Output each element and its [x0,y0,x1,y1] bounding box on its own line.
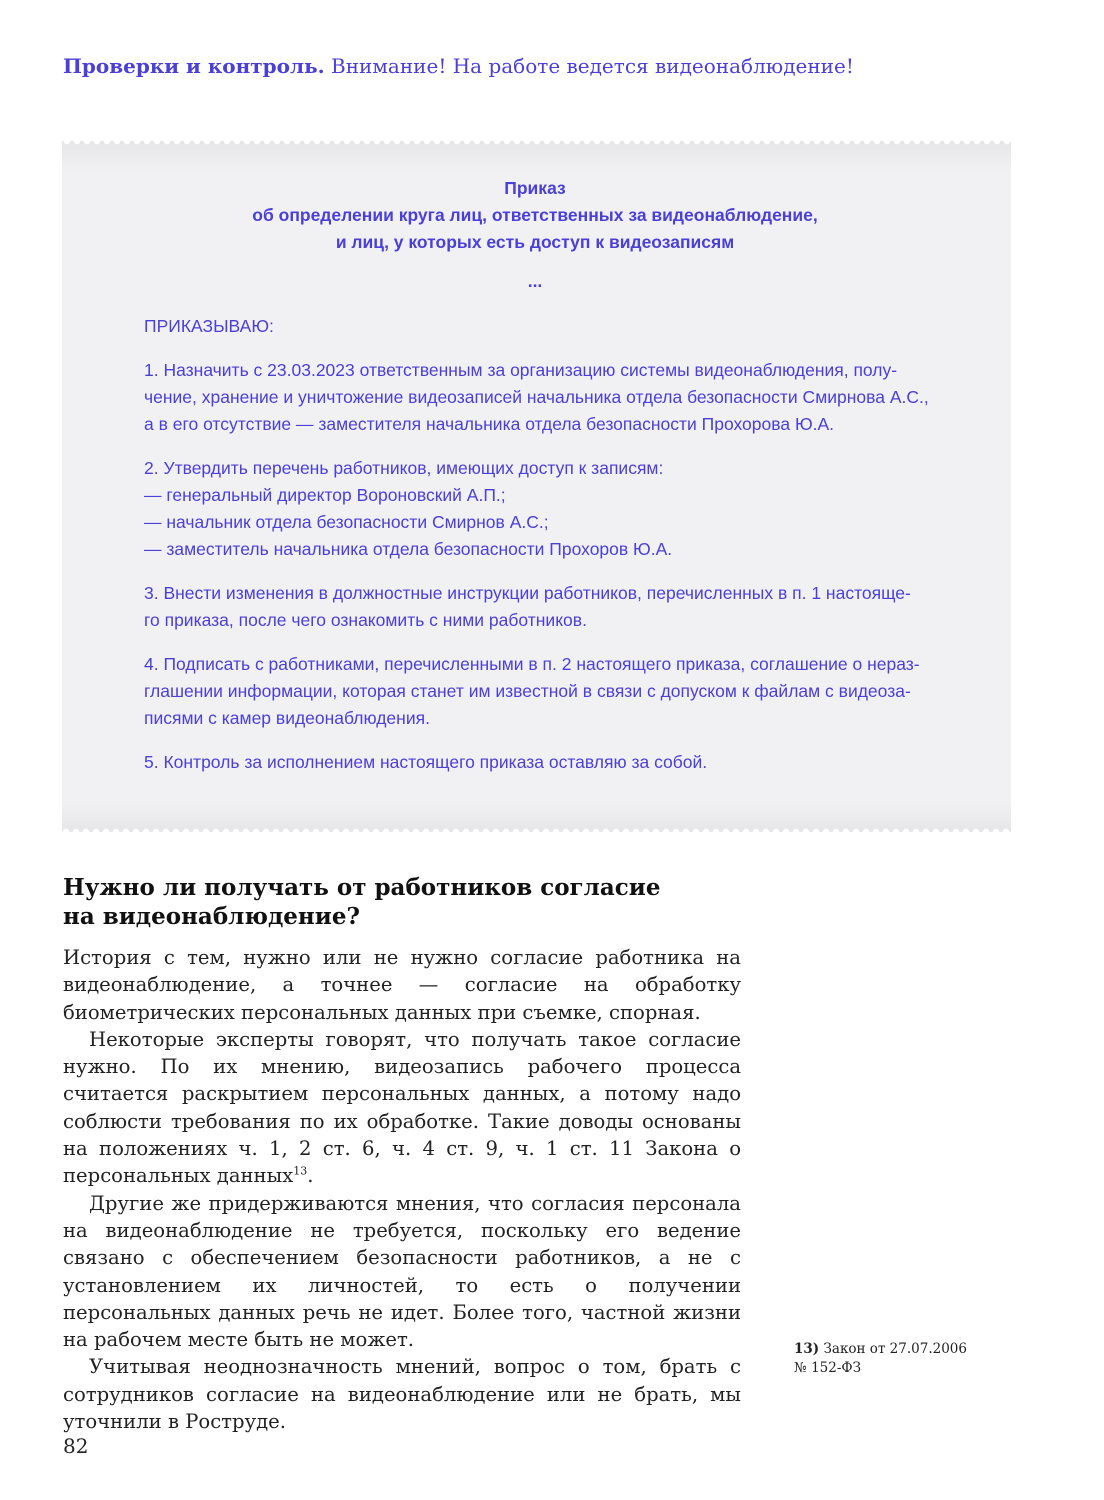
body-paragraph: Другие же придерживаются мнения, что согласия персонала на видеонаблюдение не требуется, поскольку его ведение связано с обеспечением безопасности работников, а не с установлением их личностей, то есть о получении персональных данных речь не идет. Более того, частной жизни на рабочем месте быть не может. [63,1191,741,1352]
order-line: 2. Утвердить перечень работников, имеющих доступ к записям: [144,458,664,478]
order-line: глашении информации, которая станет им известной в связи с допуском к файлам с видеоза- [144,681,911,701]
article-body [63,944,741,1435]
order-title-line: Приказ [504,178,566,198]
order-item-3 [144,580,944,634]
footnote-text: Закон от 27.07.2006 [823,1341,967,1357]
order-line: 5. Контроль за исполнением настоящего приказа оставляю за собой. [144,752,708,772]
body-paragraph [63,1026,741,1190]
order-item-1 [144,357,944,438]
order-line: а в его отсутствие — заместителя начальника отдела безопасности Прохорова Ю.А. [144,414,835,434]
order-line: писями с камер видеонаблюдения. [144,708,430,728]
order-line: чение, хранение и уничтожение видеозаписей начальника отдела безопасности Смирнова А.С., [144,387,929,407]
section-heading-line: Нужно ли получать от работников согласие [63,874,661,901]
order-title-line: и лиц, у которых есть доступ к видеозаписям [335,232,735,252]
body-paragraph-text: Некоторые эксперты говорят, что получать такое согласие нужно. По их мнению, видеозапись рабочего процесса считается раскрытием персональных данных, а потому надо соблюсти требования по их обработке. Такие доводы основаны на положениях ч. 1, 2 ст. 6, ч. 4 ст. 9, ч. 1 ст. 11 Закона о персональных данных [63,1027,741,1188]
order-item-5 [144,749,944,776]
header-section: Проверки и контроль. [63,54,325,78]
body-paragraph: Учитывая неоднозначность мнений, вопрос о том, брать с сотрудников согласие на видеонаблюдение или не брать, мы уточнили в Роструде. [63,1355,741,1434]
footnote-text: № 152-ФЗ [794,1360,862,1376]
order-document-box [62,141,1011,832]
order-title [144,175,926,256]
order-line: — генеральный директор Вороновский А.П.; [144,485,506,505]
footnote-reference[interactable]: 13 [293,1164,308,1178]
order-line: 4. Подписать с работниками, перечисленными в п. 2 настоящего приказа, соглашение о нераз- [144,654,920,674]
torn-edge-bottom [62,802,1011,832]
section-heading [63,873,763,931]
order-word: ПРИКАЗЫВАЮ: [144,316,274,336]
order-line: 3. Внести изменения в должностные инструкции работников, перечисленных в п. 1 настояще- [144,583,911,603]
order-ellipsis: ... [527,271,543,291]
footnote [794,1340,994,1378]
sentence-period: . [307,1164,314,1188]
footnote-number: 13) [794,1341,820,1357]
running-header [63,54,1023,78]
order-line: — заместитель начальника отдела безопасности Прохоров Ю.А. [144,539,673,559]
order-line: 1. Назначить с 23.03.2023 ответственным за организацию системы видеонаблюдения, полу- [144,360,898,380]
order-item-4 [144,651,944,732]
torn-edge-top [62,141,1011,171]
order-document [144,175,944,776]
page-number: 82 [63,1434,89,1458]
order-line: — начальник отдела безопасности Смирнов А.С.; [144,512,549,532]
section-heading-line: на видеонаблюдение? [63,903,360,930]
order-item-2 [144,455,944,563]
order-title-line: об определении круга лиц, ответственных за видеонаблюдение, [252,205,818,225]
body-paragraph: История с тем, нужно или не нужно согласие работника на видеонаблюдение, а точнее — согласие на обработку биометрических персональных данных при съемке, спорная. [63,946,741,1024]
order-line: го приказа, после чего ознакомить с ними работников. [144,610,587,630]
header-subtitle: Внимание! На работе ведется видеонаблюдение! [331,54,854,78]
